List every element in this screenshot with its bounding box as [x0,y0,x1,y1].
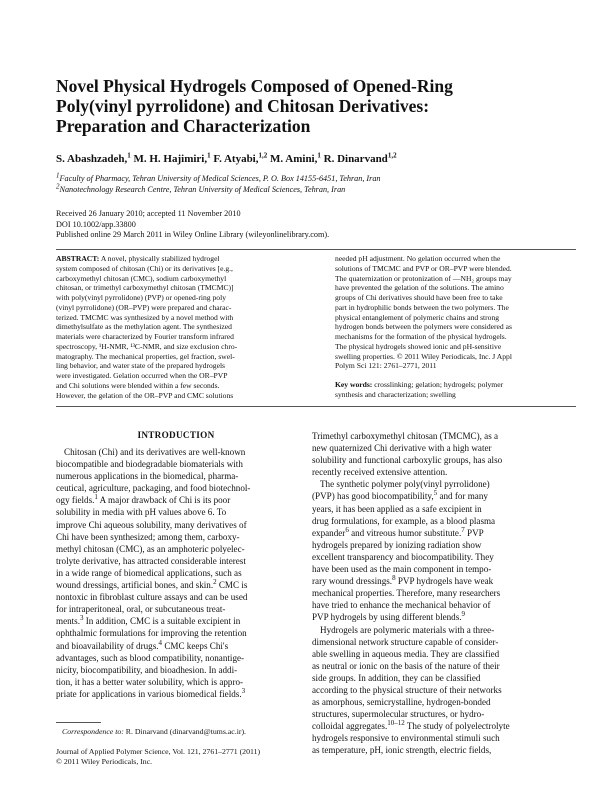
abstract-line: terized. TMCMC was synthesized by a novel method with [56,312,234,322]
author-list [56,153,397,165]
abstract-line: carboxymethyl chitosan (CMC), sodium carboxymethyl [56,273,227,283]
body-line: wound dressings, artificial bones, and skin.$^2$ CMC is [56,578,248,591]
abstract-bottom-rule [56,406,576,407]
author-affiliation-mark: 1 [207,151,211,160]
abstract-spacer [335,371,575,380]
journal-citation [56,747,260,767]
citation-ref: 9 [461,610,466,619]
abstract-line: ABSTRACT: A novel, physically stabilized hydrogel [56,254,220,263]
body-line: new quaternized Chi derivative with a high water [312,443,492,454]
body-line: have tried to enhance the mechanical behavior of [312,600,491,611]
body-line: The synthetic polymer poly(vinyl pyrrolidone) [320,479,490,490]
abstract-line: hydrogen bonds between the polymers were considered as [335,322,512,332]
author-name: F. Atyabi, [213,153,259,165]
correspondence-footnote [62,727,246,736]
abstract-line: swelling properties. © 2011 Wiley Periodicals, Inc. J Appl [335,351,512,361]
abstract-line: dimethylsulfate as the methylation agent. The synthesized [56,322,232,332]
body-line: expander$^6$ and vitreous humor substitute.$^7$ PVP [312,525,484,538]
body-line: years, it has been applied as a safe excipient in [312,503,482,514]
article-title [56,76,556,136]
body-line: hydrogels prepared by ionizing radiation show [312,539,482,550]
body-line: rary wound dressings.$^8$ PVP hydrogels have weak [312,574,494,587]
abstract-line: solutions of TMCMC and PVP or OR–PVP were blended. [335,263,512,273]
author-affiliation-mark: 1 [127,151,131,160]
abstract-line: Polym Sci 121: 2761–2771, 2011 [335,361,437,371]
body-line: have been used as the main component in tempo- [312,564,492,575]
intro-right-column [312,430,576,757]
body-line: nicity, biocompatibility, and bioadhesion. In addi- [56,664,238,675]
citation-ref: 3 [241,686,246,695]
title-line: Novel Physical Hydrogels Composed of Opened-Ring [56,76,453,96]
body-line: excellent transparency and biocompatibility. They [312,551,494,562]
body-line: improve Chi aqueous solubility, many derivatives of [56,519,247,530]
intro-left-column [56,446,304,700]
body-line: hydrogels responsive to environmental stimuli such [312,733,500,744]
body-line: Trimethyl carboxymethyl chitosan (TMCMC), as a [312,431,499,441]
title-line: Poly(vinyl pyrrolidone) and Chitosan Derivatives: [56,96,430,116]
citation-ref: 4 [158,638,163,647]
body-line: as temperature, pH, ionic strength, electric fields, [312,745,492,756]
citation-ref: 10–12 [387,719,405,728]
body-line: ments.$^3$ In addition, CMC is a suitable excipient in [56,614,241,627]
body-line: ceutical, agriculture, packaging, and food biotechnol- [56,483,251,494]
body-line: side groups. In addition, they can be classified [312,672,481,683]
body-line: biocompatible and biodegradable biomaterials with [56,459,243,470]
body-line: structures, supermolecular structures, or hydro- [312,709,485,720]
body-line: ogy fields.$^1$ A major drawback of Chi is its poor [56,493,231,506]
copyright-line: © 2011 Wiley Periodicals, Inc. [56,757,153,766]
citation-ref: 5 [433,489,438,498]
received-date: Received 26 January 2010; accepted 11 November 2010 [56,209,241,218]
body-line: as amorphous, semicrystalline, hydrogen-bonded [312,697,491,708]
abstract-line: with poly(vinyl pyrrolidone) (PVP) or opened-ring poly [56,293,226,302]
body-line: Chitosan (Chi) and its derivatives are well-known [64,447,246,457]
body-line: and bioavailability of drugs.$^4$ CMC keeps Chi's [56,638,229,651]
author-name: S. Abashzadeh, [56,153,128,165]
abstract-line: system composed of chitosan (Chi) or its derivatives [e.g., [56,263,233,273]
abstract-label: ABSTRACT: [56,254,100,263]
journal-line: Journal of Applied Polymer Science, Vol. 121, 2761–2771 (2011) [56,747,261,756]
author-affiliation-mark: 1 [317,151,321,160]
body-line: able swelling in aqueous media. They are classified [312,648,500,659]
abstract-line: ling behavior, and water state of the prepared hydrogels [56,361,226,371]
abstract-line: mechanisms for the formation of the physical hydrogels. [335,332,507,341]
body-line: ophthalmic formulations for improving the retention [56,628,247,639]
author-name: M. Amini, [270,153,318,165]
body-line: recently received extensive attention. [312,467,448,478]
author-affiliation-mark: 1,2 [387,151,397,160]
keywords-line: synthesis and characterization; swelling [335,389,456,399]
author-name: M. H. Hajimiri, [133,153,208,165]
abstract-line: materials were characterized by Fourier transform infrared [56,332,234,341]
abstract-top-rule [56,249,576,250]
abstract-line: spectroscopy, ¹H-NMR, ¹³C-NMR, and size exclusion chro- [56,341,238,351]
body-line: drug formulations, for example, as a blood plasma [312,515,496,526]
body-line: Hydrogels are polymeric materials with a three- [320,624,495,635]
footnote-label: Correspondence to: [62,727,124,736]
affiliation-1: $^1$Faculty of Pharmacy, Tehran University of Medical Sciences, P. O. Box 14155-6451, Tehran, Iran [56,171,381,183]
abstract-line: chitosan, or trimethyl carboxymethyl chitosan (TMCMC)] [56,283,234,293]
abstract-line: matography. The mechanical properties, gel fraction, swel- [56,351,235,361]
abstract-line: The physical hydrogels showed ionic and pH-sensitive [335,341,502,351]
keywords-line: Key words: crosslinking; gelation; hydrogels; polymer [335,380,504,389]
abstract-line: needed pH adjustment. No gelation occurred when the [335,254,501,263]
body-line: nontoxic in fibroblast culture assays and can be used [56,592,248,603]
body-line: methyl chitosan (CMC), as an amphoteric polyelec- [56,543,245,554]
abstract-line: The quaternization or protonization of —NH₂ groups may [335,273,512,283]
abstract-line: were investigated. Gelation occurred when the OR–PVP [56,371,228,380]
footnote-text: R. Dinarvand (dinarvand@tums.ac.ir). [123,727,247,736]
body-line: for intraperitoneal, oral, or subcutaneous treat- [56,604,226,615]
body-line: numerous applications in the biomedical, pharma- [56,471,239,482]
body-line: solubility in media with pH values above 6. To [56,507,227,518]
abstract-right-column [335,254,575,400]
author-affiliation-mark: 1,2 [258,151,268,160]
abstract-line: have prevented the gelation of the solutions. The amino [335,283,504,293]
keywords-label: Key words: [335,380,373,389]
author-name: R. Dinarvand [323,153,388,165]
body-line: tion, it has a better water solubility, which is appro- [56,676,244,687]
body-line: Chi have been synthesized; among them, carboxy- [56,531,240,542]
title-line: Preparation and Characterization [56,116,311,136]
citation-ref: 2 [213,578,217,586]
doi: DOI 10.1002/app.33800 [56,219,136,229]
footnote-rule [56,722,101,723]
affiliations [56,173,381,195]
publication-history [56,209,329,241]
body-line: colloidal aggregates.$^{10-12}$ The study of polyelectrolyte [312,719,510,732]
published-online: Published online 29 March 2011 in Wiley Online Library (wileyonlinelibrary.com). [56,230,330,239]
abstract-line: (vinyl pyrrolidone) (OR–PVP) were prepared and charac- [56,302,232,312]
body-line: according to the physical structure of their networks [312,684,502,695]
abstract-line: part in hydrophilic bonds between the two polymers. The [335,302,509,312]
abstract-line: physical entanglement of polymeric chains and strong [335,312,500,322]
body-line: as neutral or ionic on the basis of the nature of their [312,660,500,671]
abstract-line: groups of Chi derivatives should have been free to take [335,293,503,302]
body-line: dimensional network structure capable of consider- [312,636,499,647]
citation-ref: 8 [392,574,396,583]
body-line: advantages, such as blood compatibility, nonantige- [56,652,245,663]
body-line: trolyte derivative, has attracted considerable interest [56,555,246,566]
citation-ref: 1 [94,493,98,502]
body-line: in a wide range of biomedical applications, such as [56,567,242,578]
abstract-line: However, the gelation of the OR–PVP and CMC solutions [56,390,234,400]
body-line: solubility and functional carboxylic groups, has also [312,455,503,466]
body-line: PVP hydrogels by using different blends.$^9$ [312,610,466,623]
section-heading-introduction: INTRODUCTION [137,430,215,440]
body-line: (PVP) has good biocompatibility,$^5$ and for many [312,489,488,502]
abstract-left-column [56,254,318,400]
abstract-line: and Chi solutions were blended within a few seconds. [56,380,220,390]
citation-ref: 6 [345,525,349,534]
body-line: mechanical properties. Therefore, many researchers [312,588,501,599]
citation-ref: 7 [461,525,465,534]
body-line: priate for applications in various biomedical fields.$^3$ [56,686,246,699]
citation-ref: 3 [80,614,84,623]
affiliation-2: $^2$Nanotechnology Research Centre, Tehran University of Medical Sciences, Tehran, Iran [56,182,346,194]
